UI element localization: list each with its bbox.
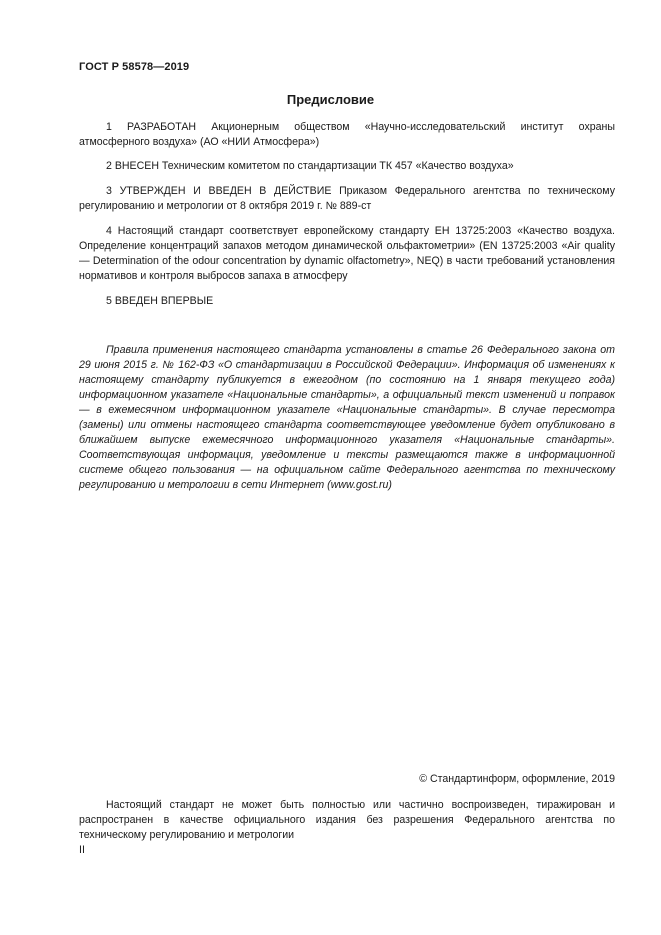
page-title: Предисловие [286, 92, 375, 107]
page-number: II [79, 844, 85, 856]
paragraph-3: 3 УТВЕРЖДЕН И ВВЕДЕН В ДЕЙСТВИЕ Приказом Федерального агентства по техническому регулированию и метрологии от 8 октября 2019 г. № 889-ст [79, 185, 615, 212]
paragraph-2: 2 ВНЕСЕН Техническим комитетом по стандартизации ТК 457 «Качество воздуха» [106, 160, 514, 172]
paragraph-1: 1 РАЗРАБОТАН Акционерным обществом «Научно-исследовательский институт охраны атмосферного воздуха» (АО «НИИ Атмосфера») [79, 121, 615, 148]
paragraph-4: 4 Настоящий стандарт соответствует европейскому стандарту ЕН 13725:2003 «Качество воздуха. Определение концентраций запахов методом динамической ольфактометрии» (EN 13725:2003 «Air quality — Determination of the odour concentration by dynamic olfactometry», NEQ) в части требований установления нормативов и контроля выбросов запаха в атмосферу [79, 225, 615, 282]
usage-note: Правила применения настоящего стандарта установлены в статье 26 Федерального закона от 29 июня 2015 г. № 162-ФЗ «О стандартизации в Российской Федерации». Информация об изменениях к настоящему стандарту публикуется в ежегодном (по состоянию на 1 января текущего года) информационном указателе «Национальные стандарты», а официальный текст изменений и поправок — в ежемесячном информационном указателе «Национальные стандарты». В случае пересмотра (замены) или отмены настоящего стандарта соответствующее уведомление будет опубликовано в ближайшем выпуске ежемесячного информационного указателя «Национальные стандарты». Соответствующая информация, уведомление и тексты размещаются также в информационной системе общего пользования — на официальном сайте Федерального агентства по техническому регулированию и метрологии в сети Интернет (www.gost.ru) [79, 344, 615, 491]
standard-code: ГОСТ Р 58578—2019 [79, 61, 190, 73]
copyright-line: © Стандартинформ, оформление, 2019 [419, 773, 615, 785]
reproduction-notice: Настоящий стандарт не может быть полностью или частично воспроизведен, тиражирован и распространен в качестве официального издания без разрешения Федерального агентства по техническому регулированию и метрологии [79, 799, 615, 841]
paragraph-5: 5 ВВЕДЕН ВПЕРВЫЕ [106, 295, 214, 307]
